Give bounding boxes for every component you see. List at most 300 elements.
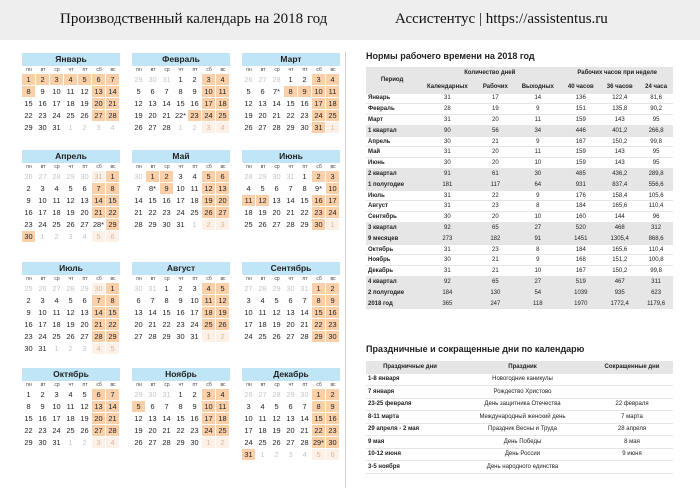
holiday-cell: 9 мая xyxy=(366,436,454,449)
day-cell: 19 xyxy=(78,413,92,425)
norms-cell: 1039 xyxy=(561,287,600,298)
weekday-label: сб xyxy=(206,67,212,73)
day-cell: 16 xyxy=(36,413,50,425)
day-cell: 7 xyxy=(160,86,174,98)
norms-row xyxy=(366,298,673,309)
norms-cell: 1970 xyxy=(561,298,600,309)
day-cell: 31 xyxy=(174,219,188,231)
day-cell: 9 xyxy=(160,183,174,195)
day-cell: 15 xyxy=(146,195,160,207)
day-cell: 2 xyxy=(50,231,64,243)
day-cell: 24 xyxy=(202,425,216,437)
weekday-label: ср xyxy=(54,276,60,282)
weekday-label: чт xyxy=(178,164,184,170)
weekday-label: сб xyxy=(96,276,102,282)
day-cell: 1 xyxy=(298,171,312,183)
month-calendar xyxy=(132,368,230,449)
norms-subheader: Календарных xyxy=(418,80,476,93)
norms-cell: Октябрь xyxy=(366,244,418,255)
weekday-label: вс xyxy=(220,164,226,170)
holidays-table xyxy=(366,361,673,474)
norms-cell: 100,8 xyxy=(639,255,673,266)
day-cell: 4 xyxy=(64,389,78,401)
day-cell: 20 xyxy=(78,207,92,219)
norms-cell: 110,4 xyxy=(639,244,673,255)
norms-cell: 31 xyxy=(418,93,476,104)
day-cell: 6 xyxy=(92,389,106,401)
norms-cell: 30 xyxy=(514,169,561,180)
norms-cell: 311 xyxy=(639,277,673,288)
weekday-label: ср xyxy=(164,276,170,282)
day-cell: 23 xyxy=(36,110,50,122)
norms-cell: 91 xyxy=(418,169,476,180)
norms-cell: 151,2 xyxy=(600,255,639,266)
holidays-title: Праздничные и сокращенные дни по календарю xyxy=(366,344,585,354)
weekday-header xyxy=(22,381,120,389)
day-cell: 23 xyxy=(36,425,50,437)
norms-row xyxy=(366,93,673,104)
day-cell: 20 xyxy=(270,207,284,219)
day-cell: 28 xyxy=(50,171,64,183)
day-cell: 16 xyxy=(36,98,50,110)
day-cell: 20 xyxy=(78,319,92,331)
day-cell: 2 xyxy=(270,449,284,461)
weekday-label: пн xyxy=(246,164,252,170)
holiday-cell: День России xyxy=(454,448,591,461)
day-cell: 26 xyxy=(64,219,78,231)
day-cell: 3 xyxy=(50,74,64,86)
day-cell: 26 xyxy=(132,437,146,449)
day-cell: 16 xyxy=(174,307,188,319)
norms-cell: 168 xyxy=(561,255,600,266)
day-cell: 11 xyxy=(50,307,64,319)
norms-cell: 184 xyxy=(561,201,600,212)
norms-cell: 467 xyxy=(600,277,639,288)
day-cell: 19 xyxy=(202,195,216,207)
weekday-label: вт xyxy=(40,164,46,170)
day-cell: 25 xyxy=(50,219,64,231)
weekday-label: пн xyxy=(136,67,142,73)
day-cell: 28* xyxy=(92,220,105,229)
day-cell: 22 xyxy=(106,207,120,219)
day-cell: 4 xyxy=(298,449,312,461)
norms-subheader: Выходных xyxy=(514,80,561,93)
day-cell: 3 xyxy=(36,183,50,195)
day-cell: 13 xyxy=(270,195,284,207)
day-cell: 19 xyxy=(132,110,146,122)
weekday-label: чт xyxy=(288,67,294,73)
day-cell: 6 xyxy=(146,401,160,413)
day-cell: 19 xyxy=(270,319,284,331)
weekday-label: чт xyxy=(68,382,74,388)
day-cell: 21 xyxy=(270,110,284,122)
norms-row xyxy=(366,179,673,190)
day-cell: 25 xyxy=(64,425,78,437)
day-cell: 30 xyxy=(326,437,340,449)
day-cell: 20 xyxy=(216,195,230,207)
weekday-header xyxy=(132,275,230,283)
norms-cell: 90 xyxy=(418,125,476,136)
day-cell: 6 xyxy=(284,401,298,413)
day-cell: 4 xyxy=(256,401,270,413)
day-cell: 10 xyxy=(242,307,256,319)
month-calendar xyxy=(132,262,230,343)
day-cell: 5 xyxy=(132,401,146,413)
day-cell: 15 xyxy=(284,98,298,110)
day-cell: 15 xyxy=(312,413,326,425)
day-cell: 30 xyxy=(174,331,188,343)
holiday-cell: 3-5 ноября xyxy=(366,461,454,474)
day-cell: 27 xyxy=(78,331,92,343)
day-cell: 5 xyxy=(92,231,106,243)
weekday-label: пт xyxy=(192,164,198,170)
day-cell: 22 xyxy=(160,319,174,331)
weekday-label: вс xyxy=(110,67,116,73)
day-cell: 28 xyxy=(298,437,312,449)
norms-cell: 247 xyxy=(476,298,514,309)
norms-row xyxy=(366,158,673,169)
month-calendar xyxy=(22,262,120,355)
day-cell: 7 xyxy=(160,401,174,413)
day-cell: 2 xyxy=(298,74,312,86)
month-title: Июнь xyxy=(242,150,340,163)
weekday-label: пн xyxy=(246,67,252,73)
day-cell: 3 xyxy=(284,449,298,461)
norms-cell: 143 xyxy=(600,158,639,169)
norms-row xyxy=(366,201,673,212)
day-cell: 26 xyxy=(242,389,256,401)
day-cell: 1 xyxy=(174,389,188,401)
day-cell: 5 xyxy=(64,295,78,307)
day-cell: 22* xyxy=(174,111,187,120)
norms-cell: 312 xyxy=(639,223,673,234)
weekday-label: вс xyxy=(330,164,336,170)
day-cell: 12 xyxy=(132,413,146,425)
day-cell: 16 xyxy=(326,413,340,425)
norms-row xyxy=(366,233,673,244)
day-cell: 19 xyxy=(78,98,92,110)
day-cell: 9 xyxy=(188,86,202,98)
day-cell: 27 xyxy=(132,331,146,343)
norms-cell: 150,2 xyxy=(600,136,639,147)
day-cell: 30 xyxy=(146,389,160,401)
norms-cell: 23 xyxy=(476,244,514,255)
day-cell: 2 xyxy=(36,389,50,401)
norms-subheader: 40 часов xyxy=(561,80,600,93)
norms-cell: 31 xyxy=(418,190,476,201)
weekday-label: ср xyxy=(164,164,170,170)
weekday-label: вт xyxy=(150,382,156,388)
weekday-header xyxy=(132,381,230,389)
day-cell: 29 xyxy=(174,437,188,449)
weekday-label: вс xyxy=(330,276,336,282)
norms-row xyxy=(366,136,673,147)
day-cell: 23 xyxy=(188,425,202,437)
day-cell: 16 xyxy=(160,195,174,207)
norms-cell: 20 xyxy=(476,212,514,223)
day-cell: 19 xyxy=(64,207,78,219)
day-cell: 10 xyxy=(202,86,216,98)
day-cell: 23 xyxy=(160,207,174,219)
month-days-grid xyxy=(22,389,120,449)
day-cell: 8 xyxy=(312,295,326,307)
day-cell: 11 xyxy=(202,295,216,307)
day-cell: 1 xyxy=(64,437,78,449)
month-calendar xyxy=(132,53,230,134)
month-title: Июль xyxy=(22,262,120,275)
weekday-label: сб xyxy=(96,67,102,73)
day-cell: 3 xyxy=(174,171,188,183)
day-cell: 11 xyxy=(216,86,230,98)
day-cell: 1 xyxy=(174,74,188,86)
day-cell: 29 xyxy=(160,331,174,343)
norms-cell: 118 xyxy=(514,298,561,309)
weekday-label: вт xyxy=(150,67,156,73)
weekday-label: вт xyxy=(260,382,266,388)
weekday-label: ср xyxy=(274,382,280,388)
day-cell: 13 xyxy=(146,98,160,110)
month-title: Октябрь xyxy=(22,368,120,381)
norms-cell: 158,4 xyxy=(600,190,639,201)
norms-subheader: 24 часа xyxy=(639,80,673,93)
day-cell: 15 xyxy=(174,413,188,425)
day-cell: 2 xyxy=(174,283,188,295)
day-cell: 27 xyxy=(36,171,50,183)
day-cell: 30 xyxy=(146,74,160,86)
day-cell: 28 xyxy=(298,331,312,343)
day-cell: 28 xyxy=(270,389,284,401)
norms-cell: 556,6 xyxy=(639,179,673,190)
weekday-label: вт xyxy=(260,276,266,282)
day-cell: 26 xyxy=(216,319,230,331)
day-cell: 23 xyxy=(326,319,340,331)
norms-cell: 436,2 xyxy=(600,169,639,180)
day-cell: 20 xyxy=(284,425,298,437)
norms-cell: 21 xyxy=(476,255,514,266)
day-cell: 31 xyxy=(188,331,202,343)
day-cell: 2 xyxy=(312,171,326,183)
day-cell: 22 xyxy=(312,425,326,437)
day-cell: 5 xyxy=(78,389,92,401)
weekday-label: пн xyxy=(246,276,252,282)
day-cell: 11 xyxy=(256,307,270,319)
day-cell: 28 xyxy=(242,171,256,183)
weekday-header xyxy=(242,163,340,171)
holiday-row xyxy=(366,448,673,461)
day-cell: 29 xyxy=(22,437,36,449)
day-cell: 19 xyxy=(64,319,78,331)
day-cell: 9 xyxy=(298,86,312,98)
day-cell: 24 xyxy=(242,331,256,343)
day-cell: 14 xyxy=(92,195,106,207)
day-cell: 17 xyxy=(36,207,50,219)
day-cell: 1 xyxy=(106,171,120,183)
day-cell: 20 xyxy=(92,98,106,110)
weekday-label: ср xyxy=(54,382,60,388)
day-cell: 8 xyxy=(22,86,36,98)
day-cell: 26 xyxy=(256,219,270,231)
day-cell: 1 xyxy=(174,122,188,134)
norms-cell: 30 xyxy=(418,255,476,266)
site-link[interactable]: Ассистентус | https://assistentus.ru xyxy=(395,11,608,27)
day-cell: 1 xyxy=(22,74,36,86)
day-cell: 24 xyxy=(50,110,64,122)
day-cell: 18 xyxy=(242,207,256,219)
day-cell: 12 xyxy=(78,86,92,98)
day-cell: 27 xyxy=(242,283,256,295)
day-cell: 6 xyxy=(284,295,298,307)
month-title: Август xyxy=(132,262,230,275)
weekday-label: пт xyxy=(192,276,198,282)
day-cell: 19 xyxy=(132,425,146,437)
day-cell: 23 xyxy=(298,110,312,122)
day-cell: 16 xyxy=(188,413,202,425)
day-cell: 30 xyxy=(36,437,50,449)
norms-cell: 266,8 xyxy=(639,125,673,136)
day-cell: 29 xyxy=(22,122,36,134)
norms-subheader: 36 часов xyxy=(600,80,639,93)
day-cell: 10 xyxy=(202,401,216,413)
day-cell: 30 xyxy=(298,122,312,134)
weekday-label: пн xyxy=(136,276,142,282)
day-cell: 2 xyxy=(160,171,174,183)
day-cell: 7 xyxy=(92,295,106,307)
day-cell: 31 xyxy=(298,283,312,295)
month-days-grid xyxy=(22,283,120,355)
day-cell: 25 xyxy=(326,110,340,122)
weekday-label: сб xyxy=(316,382,322,388)
day-cell: 9 xyxy=(22,195,36,207)
day-cell: 28 xyxy=(256,283,270,295)
day-cell: 22 xyxy=(174,425,188,437)
day-cell: 25 xyxy=(188,207,202,219)
day-cell: 12 xyxy=(256,195,270,207)
day-cell: 3 xyxy=(216,219,230,231)
month-title: Декабрь xyxy=(242,368,340,381)
day-cell: 5 xyxy=(270,295,284,307)
day-cell: 23 xyxy=(22,331,36,343)
day-cell: 18 xyxy=(64,413,78,425)
day-cell: 21 xyxy=(146,319,160,331)
day-cell: 17 xyxy=(202,413,216,425)
holiday-cell: День Победы xyxy=(454,436,591,449)
day-cell: 15 xyxy=(174,98,188,110)
day-cell: 10 xyxy=(50,401,64,413)
day-cell: 28 xyxy=(106,425,120,437)
norms-cell: 159 xyxy=(561,158,600,169)
norms-cell: 181 xyxy=(418,179,476,190)
weekday-label: чт xyxy=(68,276,74,282)
day-cell: 13 xyxy=(216,183,230,195)
day-cell: 8 xyxy=(174,86,188,98)
norms-cell: 4 квартал xyxy=(366,277,418,288)
weekday-header xyxy=(242,66,340,74)
norms-cell: 31 xyxy=(418,244,476,255)
day-cell: 10 xyxy=(36,195,50,207)
day-cell: 2 xyxy=(188,389,202,401)
day-cell: 2 xyxy=(64,343,78,355)
norms-title: Нормы рабочего времени на 2018 год xyxy=(366,51,535,61)
day-cell: 29* xyxy=(312,438,325,447)
norms-col-period: Период xyxy=(366,67,418,93)
month-days-grid xyxy=(242,74,340,134)
day-cell: 26 xyxy=(22,171,36,183)
weekday-label: вт xyxy=(40,276,46,282)
day-cell: 12 xyxy=(270,307,284,319)
norms-cell: 3 квартал xyxy=(366,223,418,234)
holiday-cell xyxy=(591,373,673,386)
norms-cell: 19 xyxy=(476,104,514,115)
weekday-label: вт xyxy=(40,382,46,388)
day-cell: 17 xyxy=(312,98,326,110)
day-cell: 25 xyxy=(216,425,230,437)
day-cell: 22 xyxy=(22,110,36,122)
norms-cell: 519 xyxy=(561,277,600,288)
norms-cell: Апрель xyxy=(366,136,418,147)
norms-cell: Август xyxy=(366,201,418,212)
day-cell: 10 xyxy=(188,295,202,307)
day-cell: 3 xyxy=(92,437,106,449)
day-cell: 6 xyxy=(216,171,230,183)
day-cell: 14 xyxy=(92,307,106,319)
day-cell: 9 xyxy=(36,401,50,413)
weekday-label: ср xyxy=(274,276,280,282)
day-cell: 1 xyxy=(326,122,340,134)
day-cell: 10 xyxy=(326,183,340,195)
weekday-label: пт xyxy=(82,67,88,73)
day-cell: 4 xyxy=(216,122,230,134)
norms-cell: 165,6 xyxy=(600,244,639,255)
weekday-label: вс xyxy=(220,67,226,73)
norms-cell: 160 xyxy=(561,212,600,223)
weekday-label: сб xyxy=(316,164,322,170)
norms-row xyxy=(366,223,673,234)
weekday-label: пт xyxy=(302,276,308,282)
norms-cell: 117 xyxy=(476,179,514,190)
holidays-col-short: Сокращенные дни xyxy=(591,361,673,373)
day-cell: 11 xyxy=(216,401,230,413)
day-cell: 3 xyxy=(78,343,92,355)
day-cell: 28 xyxy=(146,331,160,343)
day-cell: 9 xyxy=(22,307,36,319)
day-cell: 25 xyxy=(242,219,256,231)
norms-cell: 8 xyxy=(514,244,561,255)
day-cell: 1 xyxy=(202,331,216,343)
day-cell: 17 xyxy=(188,307,202,319)
holiday-cell: 22 февраля xyxy=(591,398,673,411)
day-cell: 4 xyxy=(256,295,270,307)
day-cell: 29 xyxy=(284,122,298,134)
day-cell: 29 xyxy=(64,171,78,183)
day-cell: 2 xyxy=(188,74,202,86)
norms-cell: Декабрь xyxy=(366,266,418,277)
day-cell: 7 xyxy=(92,183,106,195)
day-cell: 29 xyxy=(146,219,160,231)
month-calendar xyxy=(22,368,120,449)
day-cell: 14 xyxy=(106,401,120,413)
day-cell: 6 xyxy=(132,295,146,307)
day-cell: 4 xyxy=(326,74,340,86)
norms-cell: 110,4 xyxy=(639,201,673,212)
day-cell: 26 xyxy=(64,331,78,343)
norms-cell: 65 xyxy=(476,223,514,234)
norms-cell: 21 xyxy=(476,136,514,147)
day-cell: 14 xyxy=(146,307,160,319)
day-cell: 5 xyxy=(216,283,230,295)
day-cell: 15 xyxy=(22,413,36,425)
day-cell: 6 xyxy=(78,183,92,195)
day-cell: 17 xyxy=(242,425,256,437)
